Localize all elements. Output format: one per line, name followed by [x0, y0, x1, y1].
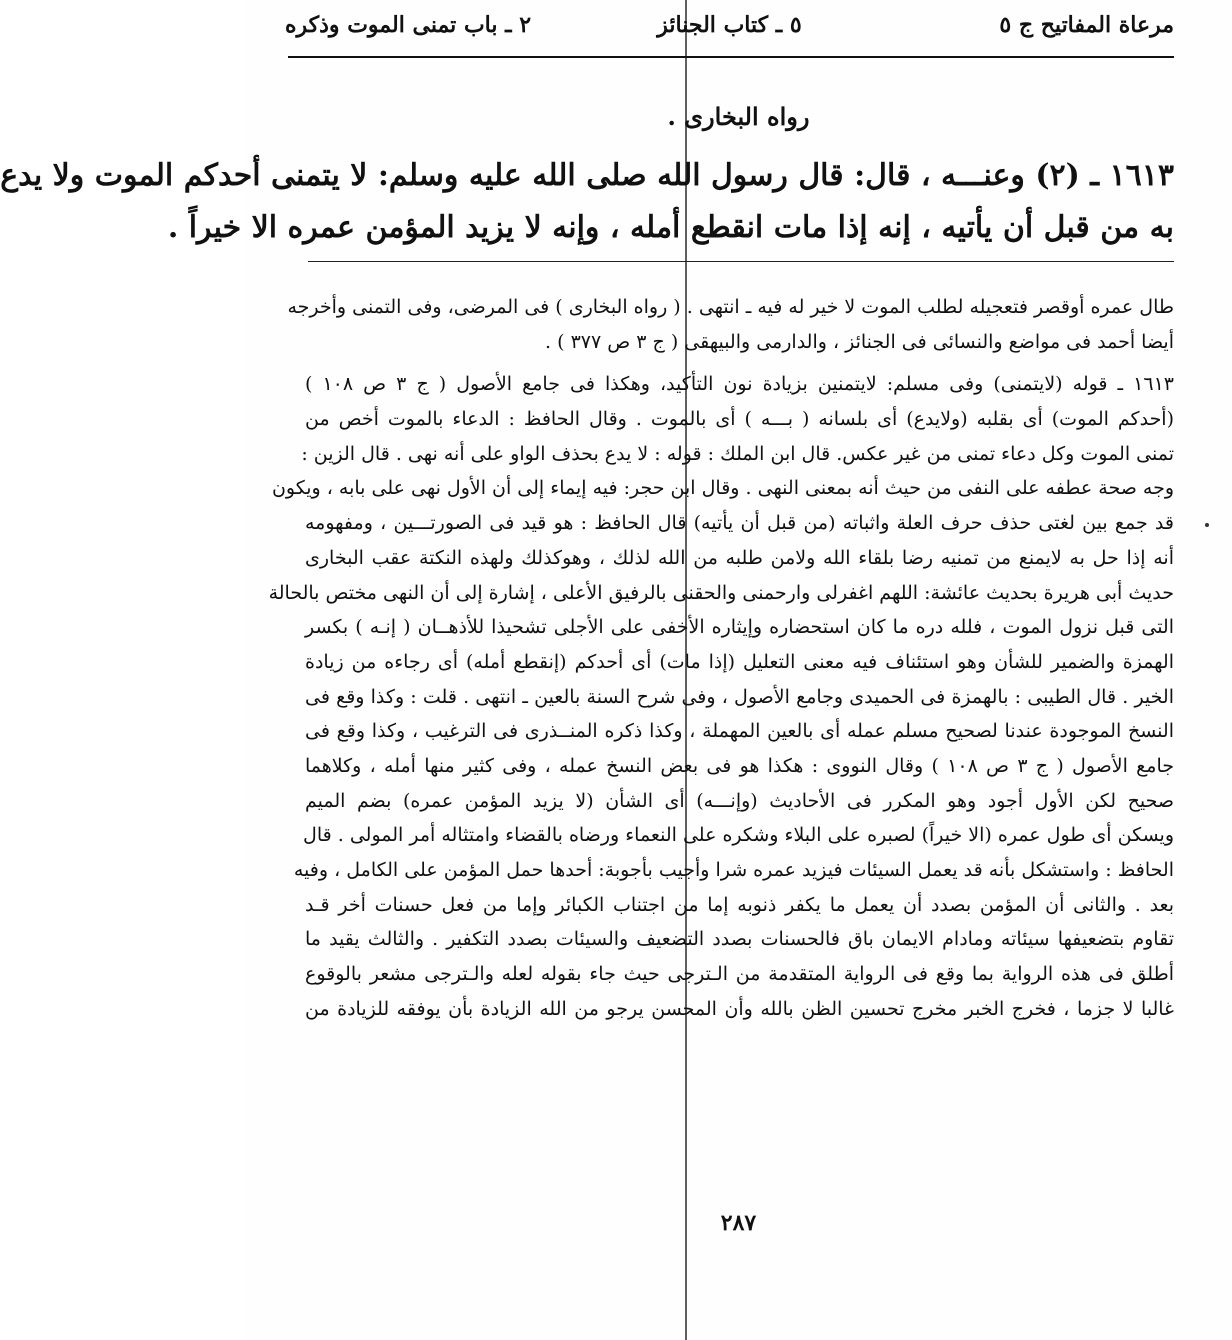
- commentary-line: الحافظ : واستشكل بأنه قد يعمل السيئات فيزيد عمره شرا وأجيب بأجوبة: أحدها حمل المؤمن على الكامل ، وفيه: [293, 859, 1174, 881]
- hadith-text: [0, 150, 1174, 254]
- commentary-line: حديث أبى هريرة بحديث عائشة: اللهم اغفرلى وارحمنى والحقنى بالرفيق الأعلى ، إشارة إلى أن النهى مختص بالحالة: [268, 581, 1174, 604]
- commentary-line: النسخ الموجودة عندنا لصحيح مسلم عمله أى بالعين المهملة ، وكذا ذكره المنــذرى فى الترغيب ، وكذا وقع فى: [305, 720, 1174, 743]
- commentary-line: جامع الأصول ( ج ٣ ص ١٠٨ ) وقال النووى : هكذا هو فى بعض النسخ عمله ، وفى كثير منها أمله ، وكلاهما: [305, 754, 1174, 777]
- commentary-line: قد جمع بين لغتى حذف حرف العلة واثباته (من قبل أن يأتيه) قال الحافظ : هو قيد فى الصورتـــين ، ومفهومه: [305, 512, 1174, 535]
- paragraph-gap: [305, 359, 1174, 367]
- commentary-line: وجه صحة عطفه على النفى من حيث أنه بمعنى النهى . وقال ابن حجر: فيه إيماء إلى أن الأول نهى على بابه ، ويكون: [271, 477, 1174, 500]
- commentary-line: أنه إذا حل به لايمنع من تمنيه رضا بلقاء الله ولامن طلبه من الله لذلك ، وهوكذلك ولهذه النكتة عقب البخارى: [305, 546, 1174, 569]
- commentary-line: أيضا أحمد فى مواضع والنسائى فى الجنائز ، والدارمى والبيهقى ( ج ٣ ص ٣٧٧ ) .: [545, 330, 1174, 353]
- commentary-line: الهمزة والضمير للشأن وهو استئناف فيه معنى التعليل (إذا مات) أى أحدكم (إنقطع أمله) أى رجاءه من زيادة: [305, 650, 1174, 673]
- header-kitab: ٥ ـ كتاب الجنائز: [657, 12, 802, 38]
- commentary-line: الخير . قال الطيبى : بالهمزة فى الحميدى وجامع الأصول ، وفى شرح السنة بالعين ـ انتهى . قلت : وكذا وقع فى: [305, 685, 1174, 708]
- margin-mark: [1205, 523, 1209, 527]
- commentary-line: صحيح لكن الأول أجود وهو المكرر فى الأحاديث (وإنـــه) أى الشأن (لا يزيد المؤمن عمره) بضم الميم: [305, 789, 1174, 812]
- commentary-line: (أحدكم الموت) أى بقلبه (ولايدع) أى بلسانه ( بـــه ) أى بالموت . وقال الحافظ : الدعاء بالموت أخص من: [305, 408, 1174, 431]
- commentary-line: غالبا لا جزما ، فخرج الخبر مخرج تحسين الظن بالله وأن المحسن يرجو من الله الزيادة بأن يوفقه للزيادة من: [305, 997, 1174, 1020]
- section-rule: [308, 261, 1174, 262]
- header-book-volume: مرعاة المفاتيح ج ٥: [999, 12, 1174, 38]
- header-rule: [288, 56, 1174, 58]
- commentary-line: تقاوم بتضعيفها سيئاته ومادام الايمان باق فالحسنات بصدد التضعيف والسيئات بصدد التكفير . والثالث يقيد ما: [305, 928, 1174, 951]
- hadith-attribution: رواه البخارى .: [667, 102, 810, 131]
- commentary-line: ١٦١٣ ـ قوله (لايتمنى) وفى مسلم: لايتمنين بزيادة نون التأكيد، وهكذا فى جامع الأصول ( ج ٣ ص ١٠٨ ): [305, 373, 1174, 396]
- running-header: [285, 12, 1174, 50]
- header-bab: ٢ ـ باب تمنى الموت وذكره: [285, 12, 532, 38]
- commentary-line: أطلق فى هذه الرواية بما وقع فى الرواية المتقدمة من الـترجى حيث جاء بقوله لعله والـترجى مشعر بالوقوع: [305, 963, 1174, 986]
- page-number: ٢٨٧: [720, 1210, 757, 1236]
- hadith-line: ١٦١٣ ـ (٢) وعنـــه ، قال: قال رسول الله صلى الله عليه وسلم: لا يتمنى أحدكم الموت ولا يدع: [0, 158, 1174, 193]
- hadith-line: به من قبل أن يأتيه ، إنه إذا مات انقطع أمله ، وإنه لا يزيد المؤمن عمره الا خيراً .: [167, 210, 1174, 245]
- commentary-line: طال عمره أوقصر فتعجيله لطلب الموت لا خير له فيه ـ انتهى . ( رواه البخارى ) فى المرضى، وفى التمنى وأخرجه: [287, 296, 1174, 318]
- commentary-line: تمنى الموت وكل دعاء تمنى من غير عكس. قال ابن الملك : قوله : لا يدع بحذف الواو على أنه نهى . قال الزين :: [301, 442, 1174, 465]
- commentary-line: بعد . والثانى أن المؤمن بصدد أن يعمل ما يكفر ذنوبه إما من اجتناب الكبائر وإما من فعل حسنات أخر قـد: [305, 893, 1174, 916]
- commentary-text: [268, 290, 1174, 1026]
- commentary-line: ويسكن أى طول عمره (الا خيراً) لصبره على البلاء وشكره على النعماء ورضاه بالقضاء وامتثاله أمر المولى . قال: [303, 824, 1174, 847]
- commentary-line: التى قبل نزول الموت ، فلله دره ما كان استحضاره وإيثاره الأخفى على الأجلى تشحيذا للأذهــان ( إنـه ) بكسر: [305, 616, 1174, 639]
